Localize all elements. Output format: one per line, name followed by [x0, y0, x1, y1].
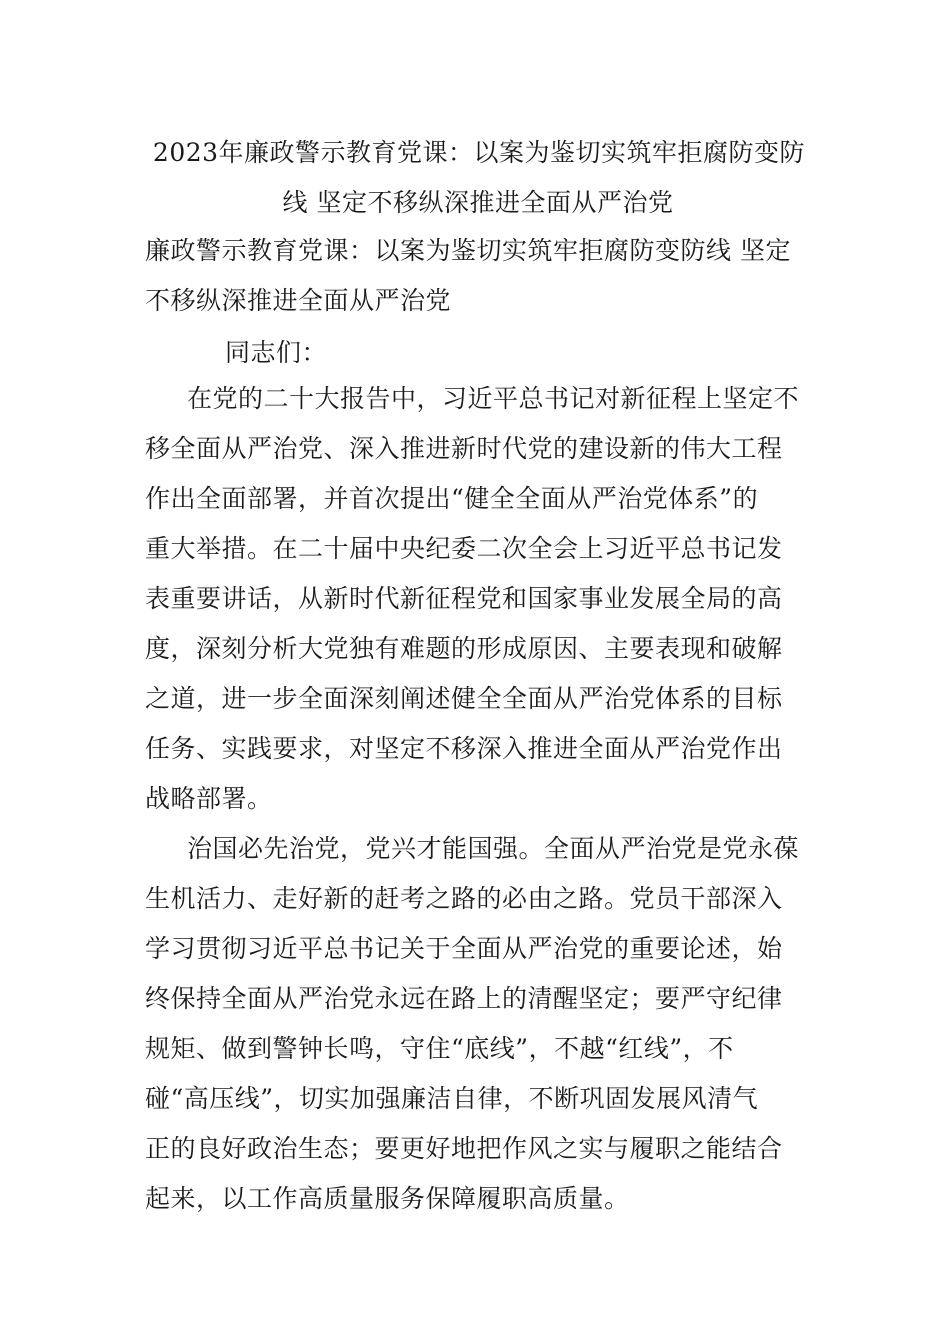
paragraph-line: 度，深刻分析大党独有难题的形成原因、主要表现和破解 [145, 634, 783, 663]
paragraph-line: 正的良好政治生态；要更好地把作风之实与履职之能结合 [145, 1134, 783, 1163]
greeting-text: 同志们： [225, 338, 328, 367]
greeting [145, 328, 810, 378]
paragraph-line: 移全面从严治党、深入推进新时代党的建设新的伟大工程 [145, 434, 783, 463]
paragraph-line: 任务、实践要求，对坚定不移深入推进全面从严治党作出 [145, 734, 783, 763]
document-title [140, 128, 810, 228]
paragraph-1 [145, 374, 810, 824]
paragraph-line: 战略部署。 [145, 784, 273, 813]
paragraph-line: 之道，进一步全面深刻阐述健全全面从严治党体系的目标 [145, 684, 783, 713]
paragraph-line: 终保持全面从严治党永远在路上的清醒坚定；要严守纪律 [145, 984, 783, 1013]
subtitle-line: 廉政警示教育党课：以案为鉴切实筑牢拒腐防变防线 坚定 [145, 236, 791, 265]
subtitle-line: 不移纵深推进全面从严治党 [145, 286, 452, 315]
paragraph-line: 重大举措。在二十届中央纪委二次全会上习近平总书记发 [145, 534, 783, 563]
title-line: 线 坚定不移纵深推进全面从严治党 [282, 188, 674, 217]
paragraph-line: 碰“高压线”，切实加强廉洁自律，不断巩固发展风清气 [145, 1084, 759, 1113]
paragraph-line: 治国必先治党，党兴才能国强。全面从严治党是党永葆 [187, 834, 800, 863]
paragraph-line: 在党的二十大报告中，习近平总书记对新征程上坚定不 [187, 384, 800, 413]
paragraph-line: 生机活力、走好新的赶考之路的必由之路。党员干部深入 [145, 884, 783, 913]
paragraph-2 [145, 824, 810, 1224]
paragraph-line: 学习贯彻习近平总书记关于全面从严治党的重要论述，始 [145, 934, 783, 963]
paragraph-line: 作出全面部署，并首次提出“健全全面从严治党体系”的 [145, 484, 759, 513]
document-subtitle [145, 226, 810, 326]
paragraph-line: 规矩、做到警钟长鸣，守住“底线”，不越“红线”，不 [145, 1034, 734, 1063]
paragraph-line: 起来，以工作高质量服务保障履职高质量。 [145, 1184, 630, 1213]
paragraph-line: 表重要讲话，从新时代新征程党和国家事业发展全局的高 [145, 584, 783, 613]
title-line: 2023年廉政警示教育党课：以案为鉴切实筑牢拒腐防变防 [152, 138, 806, 167]
